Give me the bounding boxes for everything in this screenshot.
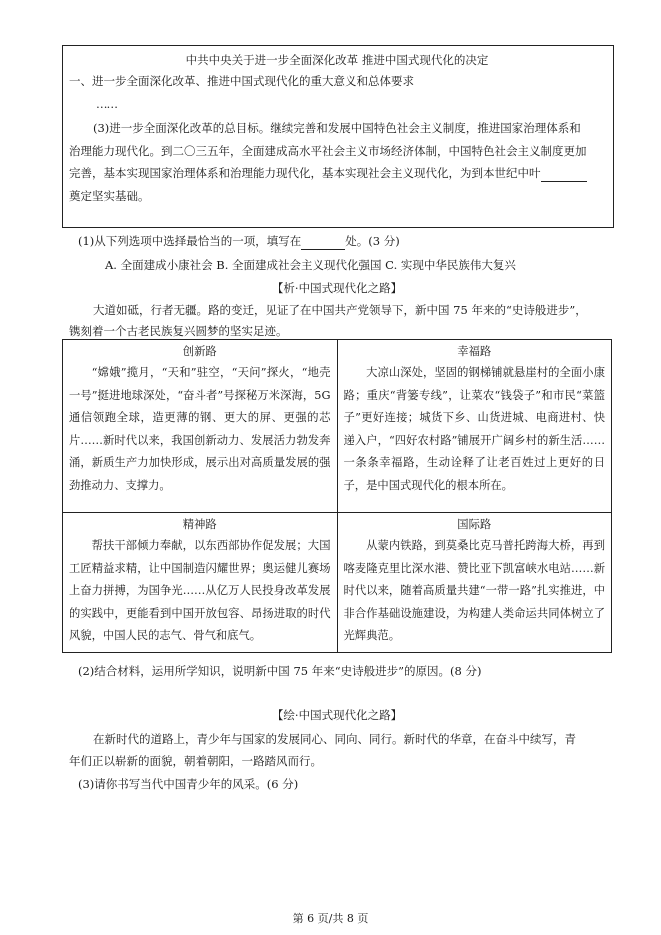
- section-hui-heading: 【绘·中国式现代化之路】: [271, 708, 403, 722]
- happiness-title: 幸福路: [457, 345, 492, 358]
- spirit-text: 帮扶干部倾力奉献，以东西部协作促发展；大国工匠精益求精，让中国制造闪耀世界；奥运健儿赛场上奋力拼搏，为国争光……从亿万人民投身改革发展的实践中，更能看到中国开放包容、昂扬进取的时代风貌，中国人民的志气、骨气和底气。: [69, 539, 331, 642]
- section-xi-line-2: 镌刻着一个古老民族复兴圆梦的坚实足迹。: [69, 324, 288, 338]
- question-1-blank[interactable]: [301, 233, 345, 250]
- question-2: (2)结合材料，运用所学知识，说明新中国 75 年来“史诗般进步”的原因。(8 分): [78, 664, 482, 678]
- question-1-prompt-after: 处。(3 分): [345, 234, 400, 248]
- international-cell: [337, 513, 612, 653]
- question-1-options: A. 全面建成小康社会 B. 全面建成社会主义现代化强国 C. 实现中华民族伟大复兴: [105, 258, 516, 272]
- spirit-title: 精神路: [182, 518, 217, 531]
- table-row: [63, 340, 612, 513]
- excerpt-ellipsis: ……: [96, 97, 117, 111]
- page-number: 第 6 页/共 8 页: [292, 912, 369, 925]
- excerpt-line-4: 奠定坚实基础。: [69, 189, 150, 203]
- question-1: [78, 233, 400, 250]
- section-hui-line-2: 年们正以崭新的面貌，朝着朝阳，一路踏风而行。: [69, 754, 322, 768]
- excerpt-line-3-text: 完善，基本实现国家治理体系和治理能力现代化，基本实现社会主义现代化，为到本世纪中叶: [69, 166, 541, 180]
- excerpt-title: 中共中央关于进一步全面深化改革 推进中国式现代化的决定: [185, 53, 489, 67]
- section-xi-heading: 【析·中国式现代化之路】: [271, 281, 403, 295]
- section-hui-line-1: 在新时代的道路上，青少年与国家的发展同心、同向、同行。新时代的华章，在奋斗中续写，青: [93, 732, 576, 746]
- innovation-cell: [63, 340, 338, 513]
- excerpt-line-2: 治理能力现代化。到二〇三五年，全面建成高水平社会主义市场经济体制，中国特色社会主义制度更加: [69, 144, 587, 158]
- table-row: [63, 513, 612, 653]
- spirit-cell: [63, 513, 338, 653]
- innovation-title: 创新路: [182, 345, 217, 358]
- section-xi-line-1: 大道如砥，行者无疆。路的变迁，见证了在中国共产党领导下，新中国 75 年来的“史诗般进步”，: [93, 303, 587, 317]
- roads-table: [62, 339, 612, 653]
- international-text: 从蒙内铁路，到莫桑比克马普托跨海大桥，再到喀麦隆克里比深水港、赞比亚下凯富峡水电站……新时代以来，随着高质量共建“一带一路”扎实推进，中非合作基础设施建设，为构建人类命运共同体树立了光辉典范。: [343, 539, 605, 642]
- excerpt-answer-blank: [541, 165, 587, 182]
- innovation-text: “嫦娥”揽月，“天和”驻空，“天问”探火，“地壳一号”挺进地球深处，“奋斗者”号探秘万米深海，5G 通信领跑全球，造更薄的钢、更大的屏、更强的芯片……新时代以来，我国创新动力、发展活力勃发奔涌，新质生产力加快形成，展示出对高质量发展的强劲推动力、支撑力。: [69, 366, 331, 492]
- excerpt-section-heading: 一、进一步全面深化改革、推进中国式现代化的重大意义和总体要求: [69, 74, 414, 88]
- question-1-prompt-before: (1)从下列选项中选择最恰当的一项，填写在: [78, 234, 302, 248]
- international-title: 国际路: [457, 518, 492, 531]
- happiness-text: 大凉山深处，坚固的钢梯铺就悬崖村的全面小康路；重庆“背篓专线”，让菜农“钱袋子”和市民“菜篮子”更好连接；城货下乡、山货进城、电商进村、快递入户，“四好农村路”铺展开广阔乡村的新生活……一条条幸福路，生动诠释了让老百姓过上更好的日子，是中国式现代化的根本所在。: [343, 366, 605, 492]
- happiness-cell: [337, 340, 612, 513]
- excerpt-line-1: (3)进一步全面深化改革的总目标。继续完善和发展中国特色社会主义制度，推进国家治理体系和: [93, 121, 581, 135]
- question-3: (3)请你书写当代中国青少年的风采。(6 分): [78, 777, 299, 791]
- excerpt-line-3: [69, 165, 587, 182]
